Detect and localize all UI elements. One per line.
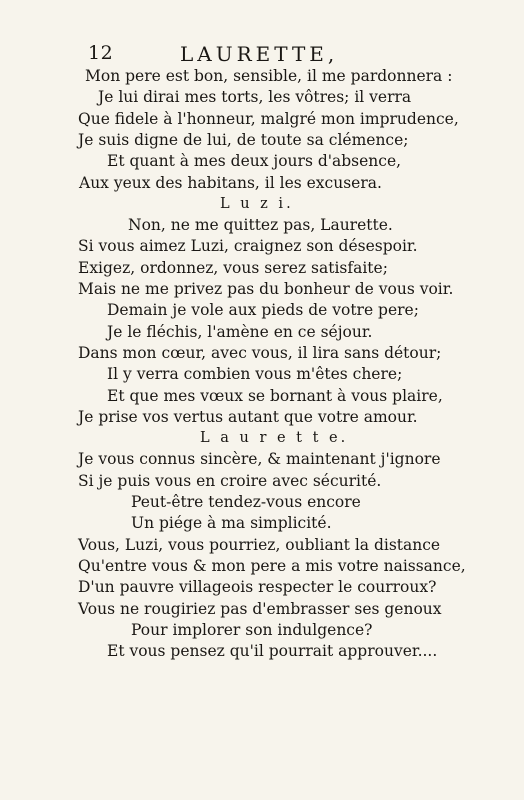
verse-line: Pour implorer son indulgence? [131, 620, 373, 639]
verse-line: Vous ne rougiriez pas d'embrasser ses genoux [78, 599, 442, 618]
verse-line: Aux yeux des habitans, il les excusera. [79, 173, 382, 192]
verse-line: Il y verra combien vous m'êtes chere; [107, 365, 403, 384]
page-number: 12 [88, 42, 114, 64]
verse-line: Je vous connus sincère, & maintenant j'ignore [78, 450, 441, 469]
speaker-name: L a u r e t t e. [200, 430, 349, 447]
verse-line: Mais ne me privez pas du bonheur de vous voir. [78, 280, 454, 298]
verse-line: Non, ne me quittez pas, Laurette. [128, 216, 393, 235]
verse-line: Et vous pensez qu'il pourrait approuver.... [107, 642, 438, 661]
verse-line: Je suis digne de lui, de toute sa clémence; [78, 130, 409, 149]
verse-line: Qu'entre vous & mon pere a mis votre naissance, [78, 556, 466, 575]
verse-line: Un piége à ma simplicité. [131, 514, 332, 533]
verse-line: Exigez, ordonnez, vous serez satisfaite; [78, 258, 388, 277]
verse-line: Demain je vole aux pieds de votre pere; [107, 301, 419, 320]
verse-line: Vous, Luzi, vous pourriez, oubliant la distance [78, 535, 441, 554]
verse-line: Je lui dirai mes torts, les vôtres; il verra [98, 88, 412, 107]
verse-line: Mon pere est bon, sensible, il me pardonnera : [85, 67, 453, 85]
verse-line: Et quant à mes deux jours d'absence, [107, 152, 402, 171]
verse-line: Si je puis vous en croire avec sécurité. [78, 471, 382, 490]
verse-line: D'un pauvre villageois respecter le courroux? [78, 578, 437, 597]
page-header [88, 42, 418, 66]
verse-line: Peut-être tendez-vous encore [131, 493, 361, 511]
verse-line: Si vous aimez Luzi, craignez son désespoir. [78, 237, 418, 256]
verse-line: Et que mes vœux se bornant à vous plaire, [107, 386, 443, 405]
running-title: LAURETTE, [180, 42, 339, 66]
verse-line: Je prise vos vertus autant que votre amour. [78, 407, 418, 426]
speaker-name: L u z i. [220, 195, 294, 212]
verse-line: Que fidele à l'honneur, malgré mon imprudence, [78, 109, 459, 128]
verse-line: Dans mon cœur, avec vous, il lira sans détour; [78, 343, 442, 362]
verse-line: Je le fléchis, l'amène en ce séjour. [107, 322, 373, 341]
